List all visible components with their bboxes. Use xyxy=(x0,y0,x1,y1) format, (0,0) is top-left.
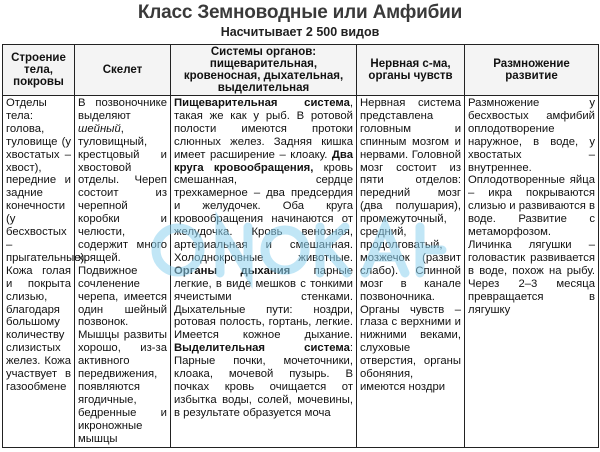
header-row xyxy=(3,45,599,96)
resp-title: Органы дыхания xyxy=(174,264,291,277)
excr-title: Выделительная система xyxy=(174,342,350,355)
digest-text: , такая же как у рыб. В ротовой полости имеются протоки слюнных желез. Задняя кишка имеет расширение – клоаку. xyxy=(174,97,353,161)
skeleton-italic: шейный xyxy=(78,122,121,135)
reproduction-text: Размножение у бесхвостых амфибий оплодотворение наружное, в воде, у хвостатых – внутреннее. Оплодотворенные яйца – икра покрываются слизью и развиваются в воде. Развитие с метаморфозом. Личинка лягушки – головастик развивается в воде, похож на рыбу. Через 2–3 месяца превращается в лягушку xyxy=(468,97,595,316)
nervous-text: Нервная система представлена головным и спинным мозгом и нервами. Головной мозг состоит из пяти отделов: передний мозг (два полушария), промежуточный, средний, продолговатый, мозжечок (развит слабо). Спинной мозг в канале позвоночника. Органы чувств – глаза с верхними и нижними веками, слуховые отверстия, органы обоняния, имеются ноздри xyxy=(360,97,461,393)
page-title: Класс Земноводные или Амфибии xyxy=(137,2,463,23)
amphibians-table xyxy=(2,44,599,448)
cell-body xyxy=(3,96,88,448)
header-skeleton: Скелет xyxy=(75,45,171,96)
excr-text: : Парные почки, мочеточники, клоака, мочевой пузырь. В почках кровь очищается от избытка воды, солей, мочевины, в результате образуется моча xyxy=(174,342,353,419)
body-text: Отделы тела: голова, туловище (у хвостатых – хвост), передние и задние конечности (у бесхвостых – прыгательные). Кожа голая и покрыта слизью, благодаря большому количеству слизистых желез. Кожа участвует в газообмене xyxy=(6,97,88,393)
header-body: Строение тела, покровы xyxy=(3,45,75,96)
header-reproduction: Размножение развитие xyxy=(465,45,599,96)
circ-text: кровь смешанная, сердце трехкамерное – два предсердия и желудочек. Оба круга кровообращения начинаются от желудочка. Кровь венозная, артериальная и смешанная. Холоднокровные животные. xyxy=(174,161,353,264)
cell-nervous xyxy=(357,96,465,448)
header-organ-systems: Системы органов: пищеварительная, кровеносная, дыхательная, выделительная xyxy=(171,45,357,96)
content-row xyxy=(3,96,599,448)
cell-skeleton xyxy=(75,96,171,448)
skeleton-text-1: В позвоночнике выделяют xyxy=(78,97,167,122)
cell-reproduction xyxy=(465,96,599,448)
resp-text: парные легкие, в виде мешков с тонкими ячеистыми стенками. Дыхательные пути: ноздри, ротовая полость, гортань, легкие. Имеется кожное дыхание. xyxy=(174,264,353,342)
digest-title: Пищеварительная система xyxy=(174,97,350,109)
skeleton-text-2: , туловищный, крестцовый и хвостовой отделы. Череп состоит из черепной коробки и челюсти, содержит много хрящей. Подвижное сочленение черепа, имеется один шейный позвонок. Мышцы развиты хорошо, из-за активного передвижения, появляются ягодичные, бедренные и икроножные мышцы xyxy=(78,122,167,445)
header-nervous: Нервная с-ма, органы чувств xyxy=(357,45,465,96)
circ-title: Два круга кровообращения, xyxy=(174,148,353,174)
page-subtitle: Насчитывает 2 500 видов xyxy=(220,25,380,39)
cell-organ-systems xyxy=(171,96,357,448)
